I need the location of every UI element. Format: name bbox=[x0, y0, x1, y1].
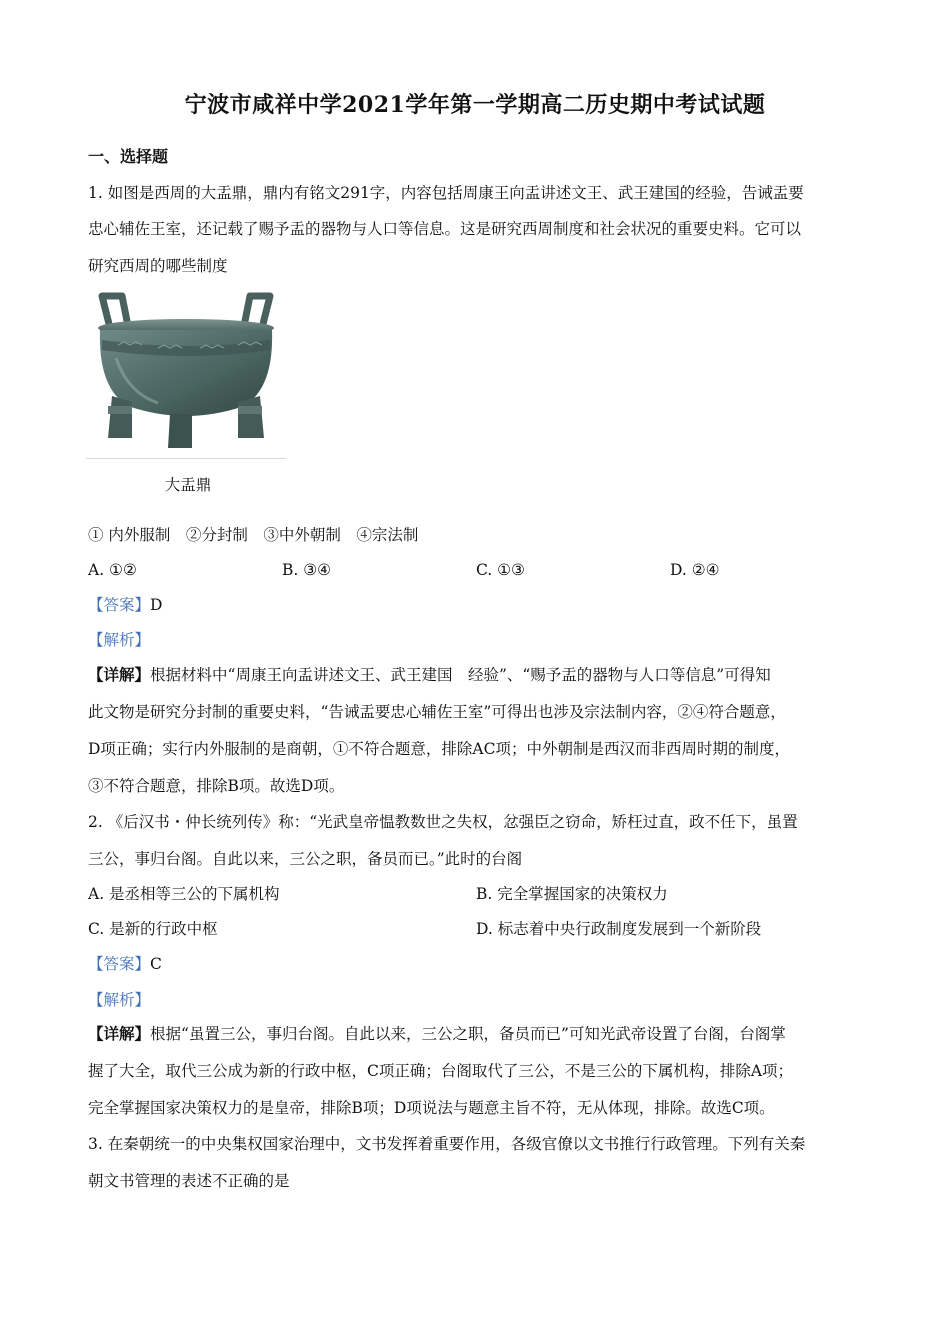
q2-detail-line-3: 完全掌握国家决策权力的是皇帝，排除B项；D项说法与题意主旨不符，无从体现，排除。故选C项。 bbox=[88, 1099, 775, 1117]
q2-detail-line-2: 握了大全，取代三公成为新的行政中枢，C项正确；台阁取代了三公，不是三公的下属机构，排除A项； bbox=[88, 1062, 794, 1080]
answer-label: 【答案】 bbox=[88, 596, 151, 614]
q1-detail-text-1: 根据材料中“周康王向盂讲述文王、武王建国 经验”、“赐予盂的器物与人口等信息”可得知 bbox=[150, 666, 771, 684]
q1-option-d: D. ②④ bbox=[670, 561, 720, 579]
q2-option-a: A. 是丞相等三公的下属机构 bbox=[88, 885, 280, 903]
q2-option-c: C. 是新的行政中枢 bbox=[88, 920, 218, 938]
q1-detail-line-1 bbox=[88, 665, 868, 685]
q2-option-b: B. 完全掌握国家的决策权力 bbox=[476, 885, 668, 903]
detail-label: 【详解】 bbox=[88, 1024, 151, 1043]
q1-stem-line-3: 研究西周的哪些制度 bbox=[88, 257, 228, 275]
section-heading: 一、选择题 bbox=[88, 147, 169, 166]
q1-answer-line bbox=[88, 595, 868, 615]
q2-answer-line bbox=[88, 954, 868, 974]
answer-label: 【答案】 bbox=[88, 955, 151, 973]
da-yu-ding-image bbox=[88, 288, 284, 460]
q2-detail-line-1 bbox=[88, 1024, 868, 1044]
q2-answer-value: C bbox=[150, 955, 162, 973]
q2-stem-line-2: 三公，事归台阁。自此以来，三公之职，备员而已。”此时的台阁 bbox=[88, 850, 523, 868]
q3-stem-line-1: 3. 在秦朝统一的中央集权国家治理中，文书发挥着重要作用，各级官僚以文书推行行政管理。下列有关秦 bbox=[88, 1135, 806, 1153]
q1-stem-line-1: 1. 如图是西周的大盂鼎，鼎内有铭文291字，内容包括周康王向盂讲述文王、武王建国的经验，告诫盂要 bbox=[88, 184, 804, 202]
figure-caption: 大盂鼎 bbox=[164, 476, 212, 494]
figure-divider bbox=[86, 458, 286, 459]
q2-option-d: D. 标志着中央行政制度发展到一个新阶段 bbox=[476, 920, 762, 938]
q2-analysis-label: 【解析】 bbox=[88, 991, 151, 1009]
q1-items: ① 内外服制 ②分封制 ③中外朝制 ④宗法制 bbox=[88, 526, 419, 544]
q2-detail-text-1: 根据“虽置三公，事归台阁。自此以来，三公之职，备员而已”可知光武帝设置了台阁，台阁掌 bbox=[150, 1025, 786, 1043]
detail-label: 【详解】 bbox=[88, 665, 151, 684]
q1-detail-line-4: ③不符合题意，排除B项。故选D项。 bbox=[88, 777, 345, 795]
q1-analysis-label: 【解析】 bbox=[88, 631, 151, 649]
q1-stem-line-2: 忠心辅佐王室，还记载了赐予盂的器物与人口等信息。这是研究西周制度和社会状况的重要史料。它可以 bbox=[88, 220, 802, 238]
q1-detail-line-3: D项正确；实行内外服制的是商朝，①不符合题意，排除AC项；中外朝制是西汉而非西周时期的制度， bbox=[88, 740, 790, 758]
document-title: 宁波市咸祥中学2021学年第一学期高二历史期中考试试题 bbox=[184, 92, 766, 118]
q1-option-c: C. ①③ bbox=[476, 561, 525, 579]
q1-detail-line-2: 此文物是研究分封制的重要史料，“告诫盂要忠心辅佐王室”可得出也涉及宗法制内容，②④符合题意， bbox=[88, 703, 786, 721]
q1-option-b: B. ③④ bbox=[282, 561, 332, 579]
q1-answer-value: D bbox=[150, 596, 163, 614]
q1-option-a: A. ①② bbox=[88, 561, 137, 579]
q2-stem-line-1: 2. 《后汉书・仲长统列传》称：“光武皇帝愠教数世之失权，忿强臣之窃命，矫枉过直，政不任下，虽置 bbox=[88, 813, 798, 831]
q3-stem-line-2: 朝文书管理的表述不正确的是 bbox=[88, 1172, 290, 1190]
